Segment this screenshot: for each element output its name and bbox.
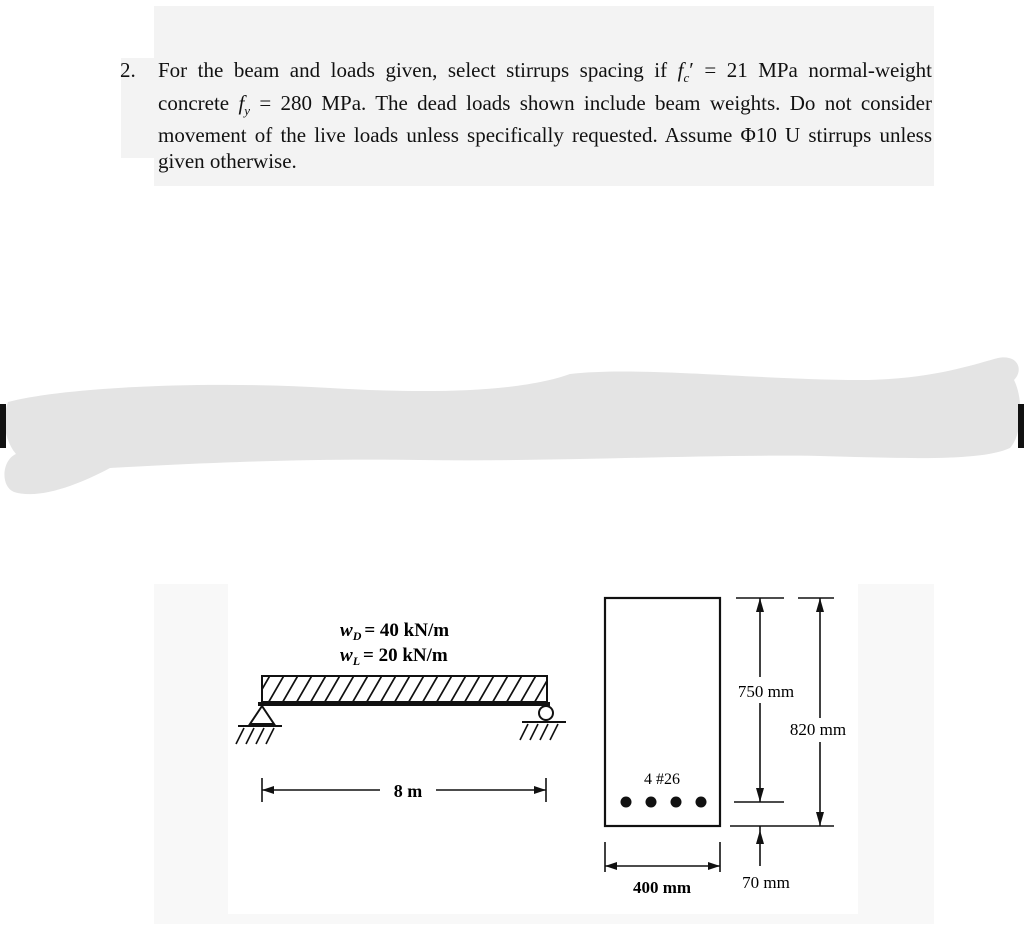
cover-label: 70 mm [742,873,790,892]
distributed-load-block [262,676,547,702]
cover-dimension [756,826,764,866]
problem-number: 2. [120,58,136,82]
live-load-label: $w_L = 20$ kN/m [340,645,448,668]
rebar-label: 4 #26 [644,771,680,788]
roller-support [520,706,566,740]
total-depth-dimension [730,598,834,826]
pin-support [236,706,282,744]
effective-depth-label: 750 mm [737,682,795,701]
width-dimension [605,842,720,872]
total-depth-label: 820 mm [789,720,847,739]
width-label: 400 mm [632,878,692,897]
beam [258,702,550,706]
dead-load-label: $w_D = 40$ kN/m [340,620,450,643]
span-label: 8 m [393,781,423,801]
beam-section [605,598,720,826]
problem-text: For the beam and loads given, select stirrups spacing if $f_c' = 21$ MPa normal-weight concrete $f_y = 280$ MPa. The dead loads shown include beam weights. Do not consider movement of the live loads unless specifically requested. Assume Φ10 U stirrups unless given otherwise. [158,58,933,173]
